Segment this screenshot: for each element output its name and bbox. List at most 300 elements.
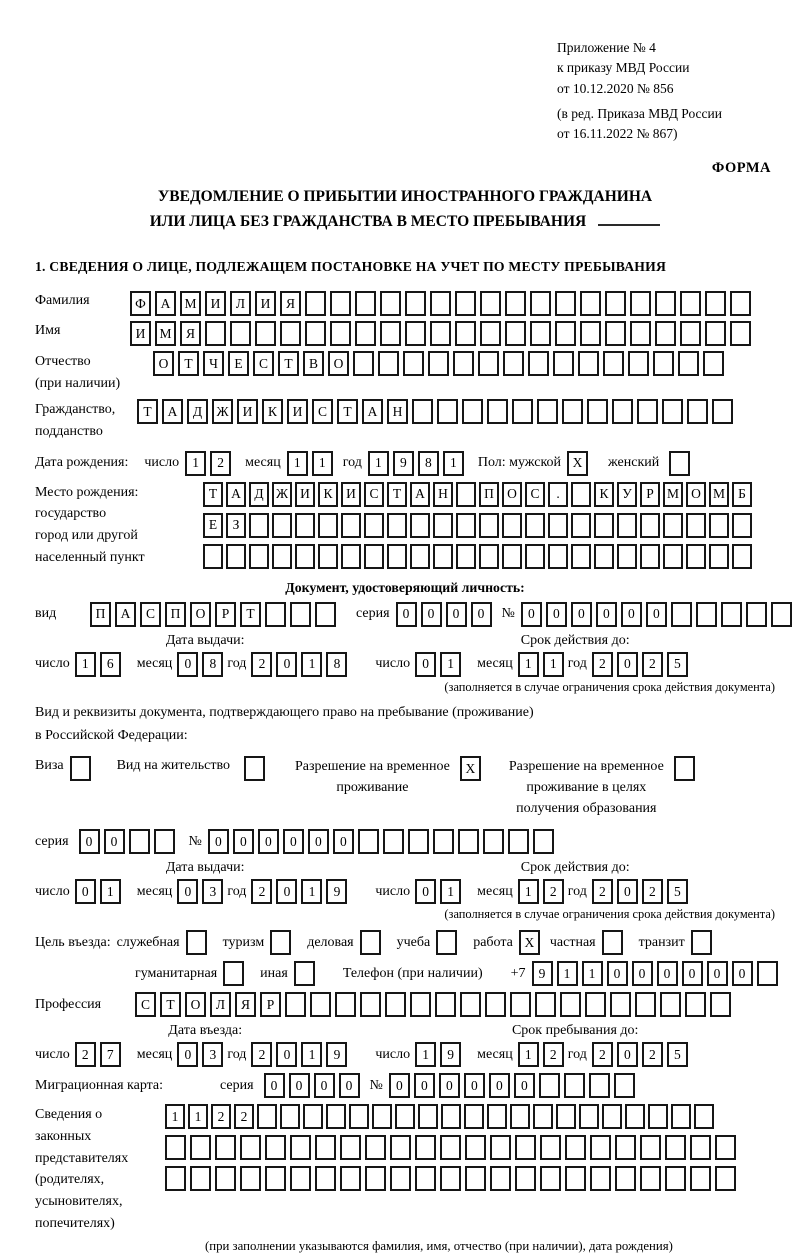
char-cell[interactable] xyxy=(537,399,558,424)
char-cell[interactable] xyxy=(510,992,531,1017)
char-cell[interactable] xyxy=(590,1166,611,1191)
char-cell[interactable] xyxy=(555,321,576,346)
char-cell[interactable]: 0 xyxy=(276,879,297,904)
char-cell[interactable] xyxy=(525,544,545,569)
char-cell[interactable] xyxy=(358,829,379,854)
char-cell[interactable]: 0 xyxy=(104,829,125,854)
char-cell[interactable]: О xyxy=(190,602,211,627)
char-cell[interactable]: Ф xyxy=(130,291,151,316)
char-cell[interactable] xyxy=(712,399,733,424)
char-cell[interactable]: А xyxy=(162,399,183,424)
char-cell[interactable] xyxy=(410,544,430,569)
char-cell[interactable]: 9 xyxy=(326,879,347,904)
char-cell[interactable] xyxy=(272,544,292,569)
char-cell[interactable]: С xyxy=(525,482,545,507)
char-cell[interactable]: К xyxy=(318,482,338,507)
char-cell[interactable]: Ж xyxy=(212,399,233,424)
char-cell[interactable]: Е xyxy=(228,351,249,376)
char-cell[interactable]: И xyxy=(237,399,258,424)
char-cell[interactable] xyxy=(691,930,712,955)
char-cell[interactable] xyxy=(680,291,701,316)
char-cell[interactable] xyxy=(360,930,381,955)
char-cell[interactable]: 0 xyxy=(521,602,542,627)
char-cell[interactable] xyxy=(205,321,226,346)
char-cell[interactable]: Я xyxy=(180,321,201,346)
char-cell[interactable]: 1 xyxy=(165,1104,185,1129)
char-cell[interactable] xyxy=(540,1166,561,1191)
char-cell[interactable] xyxy=(270,930,291,955)
char-cell[interactable] xyxy=(479,544,499,569)
char-cell[interactable]: С xyxy=(135,992,156,1017)
char-cell[interactable] xyxy=(589,1073,610,1098)
char-cell[interactable] xyxy=(625,1104,645,1129)
char-cell[interactable] xyxy=(365,1135,386,1160)
char-cell[interactable]: Ч xyxy=(203,351,224,376)
char-cell[interactable]: 0 xyxy=(289,1073,310,1098)
char-cell[interactable] xyxy=(602,930,623,955)
char-cell[interactable] xyxy=(390,1166,411,1191)
char-cell[interactable]: У xyxy=(617,482,637,507)
char-cell[interactable] xyxy=(462,399,483,424)
char-cell[interactable] xyxy=(694,1104,714,1129)
char-cell[interactable] xyxy=(441,1104,461,1129)
char-cell[interactable] xyxy=(244,756,265,781)
char-cell[interactable] xyxy=(705,291,726,316)
char-cell[interactable] xyxy=(165,1166,186,1191)
char-cell[interactable] xyxy=(415,1166,436,1191)
char-cell[interactable]: 1 xyxy=(75,652,96,677)
char-cell[interactable] xyxy=(548,544,568,569)
char-cell[interactable] xyxy=(465,1166,486,1191)
char-cell[interactable]: Д xyxy=(187,399,208,424)
char-cell[interactable]: 1 xyxy=(301,1042,322,1067)
char-cell[interactable]: О xyxy=(153,351,174,376)
char-cell[interactable]: З xyxy=(226,513,246,538)
char-cell[interactable] xyxy=(465,1135,486,1160)
char-cell[interactable]: И xyxy=(295,482,315,507)
char-cell[interactable]: 0 xyxy=(415,879,436,904)
char-cell[interactable] xyxy=(280,1104,300,1129)
char-cell[interactable] xyxy=(614,1073,635,1098)
char-cell[interactable] xyxy=(453,351,474,376)
char-cell[interactable]: Л xyxy=(230,291,251,316)
char-cell[interactable] xyxy=(635,992,656,1017)
char-cell[interactable] xyxy=(315,1166,336,1191)
char-cell[interactable]: С xyxy=(140,602,161,627)
char-cell[interactable]: 6 xyxy=(100,652,121,677)
char-cell[interactable] xyxy=(678,351,699,376)
char-cell[interactable] xyxy=(665,1135,686,1160)
char-cell[interactable] xyxy=(290,1166,311,1191)
char-cell[interactable] xyxy=(730,321,751,346)
char-cell[interactable] xyxy=(528,351,549,376)
char-cell[interactable] xyxy=(715,1166,736,1191)
char-cell[interactable] xyxy=(705,321,726,346)
char-cell[interactable] xyxy=(272,513,292,538)
char-cell[interactable] xyxy=(387,513,407,538)
char-cell[interactable]: Т xyxy=(137,399,158,424)
char-cell[interactable] xyxy=(330,291,351,316)
char-cell[interactable]: О xyxy=(502,482,522,507)
char-cell[interactable] xyxy=(612,399,633,424)
char-cell[interactable]: М xyxy=(663,482,683,507)
char-cell[interactable] xyxy=(341,544,361,569)
char-cell[interactable] xyxy=(154,829,175,854)
char-cell[interactable] xyxy=(671,602,692,627)
char-cell[interactable] xyxy=(405,321,426,346)
char-cell[interactable] xyxy=(456,513,476,538)
char-cell[interactable]: 0 xyxy=(421,602,442,627)
char-cell[interactable]: 1 xyxy=(185,451,206,476)
char-cell[interactable] xyxy=(721,602,742,627)
char-cell[interactable]: 2 xyxy=(211,1104,231,1129)
char-cell[interactable] xyxy=(617,513,637,538)
char-cell[interactable]: 0 xyxy=(177,879,198,904)
char-cell[interactable] xyxy=(341,513,361,538)
char-cell[interactable]: Р xyxy=(260,992,281,1017)
char-cell[interactable] xyxy=(710,992,731,1017)
char-cell[interactable] xyxy=(671,1104,691,1129)
char-cell[interactable] xyxy=(487,399,508,424)
char-cell[interactable]: 3 xyxy=(202,879,223,904)
char-cell[interactable] xyxy=(553,351,574,376)
char-cell[interactable]: 2 xyxy=(642,879,663,904)
char-cell[interactable] xyxy=(290,602,311,627)
char-cell[interactable] xyxy=(655,291,676,316)
char-cell[interactable]: 0 xyxy=(446,602,467,627)
char-cell[interactable] xyxy=(310,992,331,1017)
char-cell[interactable] xyxy=(585,992,606,1017)
char-cell[interactable]: И xyxy=(130,321,151,346)
char-cell[interactable]: А xyxy=(226,482,246,507)
char-cell[interactable] xyxy=(630,321,651,346)
char-cell[interactable] xyxy=(433,829,454,854)
char-cell[interactable] xyxy=(696,602,717,627)
char-cell[interactable] xyxy=(418,1104,438,1129)
char-cell[interactable] xyxy=(410,513,430,538)
char-cell[interactable]: 2 xyxy=(592,1042,613,1067)
char-cell[interactable] xyxy=(265,1135,286,1160)
char-cell[interactable]: 0 xyxy=(682,961,703,986)
char-cell[interactable]: 0 xyxy=(415,652,436,677)
char-cell[interactable] xyxy=(190,1166,211,1191)
char-cell[interactable]: 0 xyxy=(276,1042,297,1067)
char-cell[interactable] xyxy=(605,321,626,346)
char-cell[interactable]: Т xyxy=(278,351,299,376)
char-cell[interactable] xyxy=(579,1104,599,1129)
char-cell[interactable] xyxy=(415,1135,436,1160)
char-cell[interactable] xyxy=(480,291,501,316)
char-cell[interactable] xyxy=(305,321,326,346)
char-cell[interactable] xyxy=(535,992,556,1017)
char-cell[interactable] xyxy=(405,291,426,316)
char-cell[interactable]: Ж xyxy=(272,482,292,507)
char-cell[interactable]: 1 xyxy=(312,451,333,476)
char-cell[interactable]: 0 xyxy=(79,829,100,854)
char-cell[interactable] xyxy=(186,930,207,955)
char-cell[interactable] xyxy=(403,351,424,376)
char-cell[interactable] xyxy=(715,1135,736,1160)
char-cell[interactable]: 2 xyxy=(592,652,613,677)
char-cell[interactable] xyxy=(335,992,356,1017)
char-cell[interactable]: 1 xyxy=(287,451,308,476)
char-cell[interactable] xyxy=(349,1104,369,1129)
char-cell[interactable]: 7 xyxy=(100,1042,121,1067)
char-cell[interactable] xyxy=(610,992,631,1017)
char-cell[interactable] xyxy=(628,351,649,376)
char-cell[interactable]: М xyxy=(180,291,201,316)
char-cell[interactable] xyxy=(265,602,286,627)
char-cell[interactable] xyxy=(433,513,453,538)
char-cell[interactable]: 1 xyxy=(440,652,461,677)
char-cell[interactable] xyxy=(662,399,683,424)
char-cell[interactable] xyxy=(230,321,251,346)
char-cell[interactable]: 0 xyxy=(732,961,753,986)
char-cell[interactable]: 0 xyxy=(617,879,638,904)
char-cell[interactable] xyxy=(435,992,456,1017)
char-cell[interactable] xyxy=(565,1166,586,1191)
char-cell[interactable] xyxy=(365,1166,386,1191)
char-cell[interactable]: А xyxy=(115,602,136,627)
char-cell[interactable] xyxy=(555,291,576,316)
char-cell[interactable] xyxy=(249,513,269,538)
char-cell[interactable] xyxy=(255,321,276,346)
char-cell[interactable] xyxy=(430,321,451,346)
char-cell[interactable] xyxy=(732,513,752,538)
char-cell[interactable]: И xyxy=(255,291,276,316)
char-cell[interactable] xyxy=(505,321,526,346)
char-cell[interactable] xyxy=(487,1104,507,1129)
char-cell[interactable] xyxy=(648,1104,668,1129)
char-cell[interactable]: М xyxy=(155,321,176,346)
char-cell[interactable] xyxy=(653,351,674,376)
char-cell[interactable] xyxy=(732,544,752,569)
char-cell[interactable] xyxy=(355,291,376,316)
char-cell[interactable] xyxy=(430,291,451,316)
char-cell[interactable]: П xyxy=(479,482,499,507)
char-cell[interactable] xyxy=(660,992,681,1017)
char-cell[interactable] xyxy=(594,544,614,569)
char-cell[interactable]: Т xyxy=(387,482,407,507)
char-cell[interactable] xyxy=(685,992,706,1017)
char-cell[interactable] xyxy=(436,930,457,955)
char-cell[interactable] xyxy=(440,1135,461,1160)
char-cell[interactable] xyxy=(617,544,637,569)
char-cell[interactable]: 2 xyxy=(642,1042,663,1067)
char-cell[interactable] xyxy=(533,829,554,854)
char-cell[interactable]: 0 xyxy=(264,1073,285,1098)
char-cell[interactable] xyxy=(295,544,315,569)
char-cell[interactable] xyxy=(460,992,481,1017)
char-cell[interactable] xyxy=(540,1135,561,1160)
char-cell[interactable]: 1 xyxy=(301,652,322,677)
char-cell[interactable]: О xyxy=(328,351,349,376)
char-cell[interactable] xyxy=(602,1104,622,1129)
char-cell[interactable] xyxy=(730,291,751,316)
char-cell[interactable]: 0 xyxy=(258,829,279,854)
char-cell[interactable]: 0 xyxy=(464,1073,485,1098)
char-cell[interactable] xyxy=(548,513,568,538)
char-cell[interactable]: 0 xyxy=(546,602,567,627)
char-cell[interactable]: С xyxy=(364,482,384,507)
char-cell[interactable]: М xyxy=(709,482,729,507)
char-cell[interactable]: X xyxy=(460,756,481,781)
char-cell[interactable] xyxy=(665,1166,686,1191)
char-cell[interactable] xyxy=(129,829,150,854)
char-cell[interactable] xyxy=(615,1135,636,1160)
char-cell[interactable] xyxy=(455,291,476,316)
char-cell[interactable] xyxy=(508,829,529,854)
char-cell[interactable]: 0 xyxy=(707,961,728,986)
char-cell[interactable] xyxy=(340,1166,361,1191)
char-cell[interactable]: 5 xyxy=(667,1042,688,1067)
char-cell[interactable]: А xyxy=(155,291,176,316)
char-cell[interactable]: 1 xyxy=(518,879,539,904)
char-cell[interactable]: 0 xyxy=(596,602,617,627)
char-cell[interactable] xyxy=(480,321,501,346)
char-cell[interactable]: Д xyxy=(249,482,269,507)
char-cell[interactable]: 0 xyxy=(233,829,254,854)
char-cell[interactable]: К xyxy=(594,482,614,507)
char-cell[interactable] xyxy=(503,351,524,376)
char-cell[interactable] xyxy=(686,544,706,569)
char-cell[interactable] xyxy=(240,1135,261,1160)
char-cell[interactable] xyxy=(464,1104,484,1129)
char-cell[interactable]: 1 xyxy=(518,1042,539,1067)
char-cell[interactable] xyxy=(771,602,792,627)
char-cell[interactable] xyxy=(640,513,660,538)
char-cell[interactable]: 2 xyxy=(543,1042,564,1067)
char-cell[interactable]: 0 xyxy=(283,829,304,854)
char-cell[interactable] xyxy=(483,829,504,854)
char-cell[interactable]: 9 xyxy=(393,451,414,476)
char-cell[interactable] xyxy=(456,482,476,507)
char-cell[interactable]: 0 xyxy=(617,652,638,677)
char-cell[interactable] xyxy=(215,1135,236,1160)
char-cell[interactable] xyxy=(655,321,676,346)
char-cell[interactable] xyxy=(680,321,701,346)
char-cell[interactable] xyxy=(746,602,767,627)
char-cell[interactable] xyxy=(580,321,601,346)
char-cell[interactable] xyxy=(383,829,404,854)
char-cell[interactable]: 0 xyxy=(177,652,198,677)
char-cell[interactable]: И xyxy=(205,291,226,316)
char-cell[interactable]: 0 xyxy=(621,602,642,627)
char-cell[interactable] xyxy=(485,992,506,1017)
char-cell[interactable]: 1 xyxy=(100,879,121,904)
char-cell[interactable] xyxy=(280,321,301,346)
char-cell[interactable] xyxy=(257,1104,277,1129)
char-cell[interactable] xyxy=(305,291,326,316)
char-cell[interactable]: 2 xyxy=(251,652,272,677)
char-cell[interactable]: 0 xyxy=(571,602,592,627)
char-cell[interactable] xyxy=(165,1135,186,1160)
char-cell[interactable] xyxy=(490,1166,511,1191)
char-cell[interactable]: 0 xyxy=(514,1073,535,1098)
char-cell[interactable]: 0 xyxy=(657,961,678,986)
char-cell[interactable] xyxy=(364,544,384,569)
char-cell[interactable]: 1 xyxy=(443,451,464,476)
char-cell[interactable]: Я xyxy=(235,992,256,1017)
char-cell[interactable] xyxy=(437,399,458,424)
char-cell[interactable] xyxy=(318,513,338,538)
char-cell[interactable]: А xyxy=(410,482,430,507)
char-cell[interactable]: 2 xyxy=(75,1042,96,1067)
char-cell[interactable] xyxy=(387,544,407,569)
char-cell[interactable]: 2 xyxy=(543,879,564,904)
char-cell[interactable] xyxy=(571,482,591,507)
char-cell[interactable] xyxy=(605,291,626,316)
char-cell[interactable]: 0 xyxy=(389,1073,410,1098)
char-cell[interactable] xyxy=(687,399,708,424)
char-cell[interactable] xyxy=(372,1104,392,1129)
char-cell[interactable] xyxy=(663,544,683,569)
char-cell[interactable]: 2 xyxy=(234,1104,254,1129)
char-cell[interactable] xyxy=(690,1135,711,1160)
char-cell[interactable] xyxy=(502,513,522,538)
char-cell[interactable] xyxy=(70,756,91,781)
char-cell[interactable]: О xyxy=(686,482,706,507)
char-cell[interactable]: Т xyxy=(203,482,223,507)
char-cell[interactable]: . xyxy=(548,482,568,507)
char-cell[interactable]: Н xyxy=(387,399,408,424)
char-cell[interactable] xyxy=(353,351,374,376)
char-cell[interactable]: 8 xyxy=(202,652,223,677)
char-cell[interactable]: 8 xyxy=(418,451,439,476)
char-cell[interactable]: 1 xyxy=(518,652,539,677)
char-cell[interactable] xyxy=(285,992,306,1017)
char-cell[interactable]: 9 xyxy=(532,961,553,986)
char-cell[interactable] xyxy=(330,321,351,346)
char-cell[interactable] xyxy=(410,992,431,1017)
char-cell[interactable] xyxy=(637,399,658,424)
char-cell[interactable]: К xyxy=(262,399,283,424)
char-cell[interactable] xyxy=(515,1166,536,1191)
char-cell[interactable] xyxy=(240,1166,261,1191)
char-cell[interactable] xyxy=(587,399,608,424)
char-cell[interactable]: 2 xyxy=(251,1042,272,1067)
char-cell[interactable] xyxy=(530,291,551,316)
char-cell[interactable]: 0 xyxy=(339,1073,360,1098)
char-cell[interactable] xyxy=(512,399,533,424)
char-cell[interactable] xyxy=(385,992,406,1017)
char-cell[interactable] xyxy=(412,399,433,424)
char-cell[interactable] xyxy=(562,399,583,424)
char-cell[interactable]: 3 xyxy=(202,1042,223,1067)
char-cell[interactable]: 0 xyxy=(607,961,628,986)
char-cell[interactable] xyxy=(674,756,695,781)
char-cell[interactable] xyxy=(640,1166,661,1191)
char-cell[interactable] xyxy=(703,351,724,376)
char-cell[interactable] xyxy=(663,513,683,538)
char-cell[interactable]: 0 xyxy=(617,1042,638,1067)
char-cell[interactable]: 0 xyxy=(276,652,297,677)
char-cell[interactable] xyxy=(265,1166,286,1191)
char-cell[interactable] xyxy=(564,1073,585,1098)
char-cell[interactable]: 0 xyxy=(308,829,329,854)
char-cell[interactable]: Н xyxy=(433,482,453,507)
char-cell[interactable]: 5 xyxy=(667,879,688,904)
char-cell[interactable] xyxy=(318,544,338,569)
char-cell[interactable]: Р xyxy=(640,482,660,507)
char-cell[interactable] xyxy=(380,321,401,346)
char-cell[interactable]: Б xyxy=(732,482,752,507)
char-cell[interactable]: X xyxy=(519,930,540,955)
char-cell[interactable]: 1 xyxy=(582,961,603,986)
char-cell[interactable]: 5 xyxy=(667,652,688,677)
char-cell[interactable] xyxy=(590,1135,611,1160)
char-cell[interactable]: 0 xyxy=(75,879,96,904)
